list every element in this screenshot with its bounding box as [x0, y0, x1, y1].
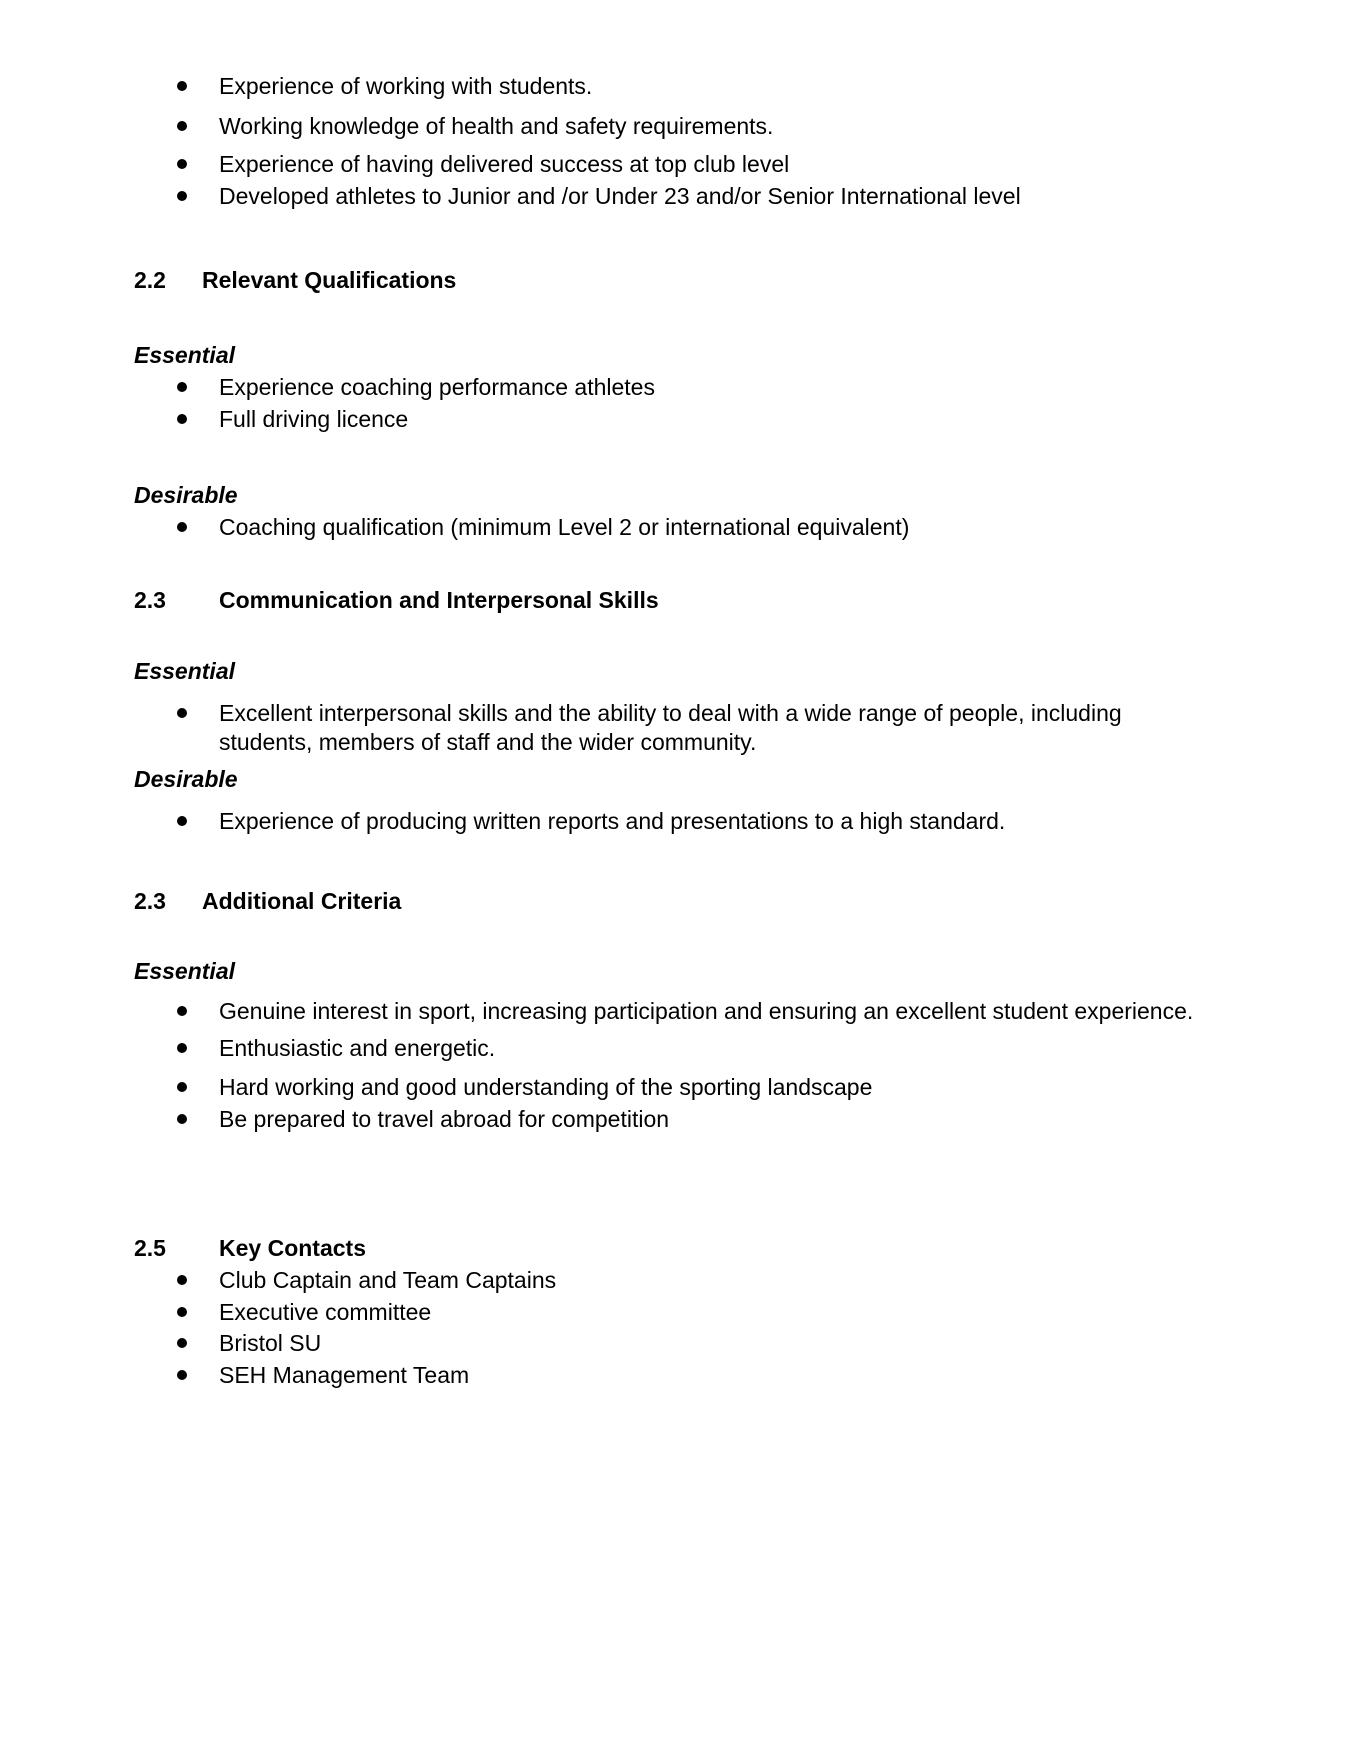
desirable-label: Desirable	[134, 482, 238, 508]
bullet-icon	[177, 708, 187, 718]
bullet-icon	[177, 1082, 187, 1092]
bullet-icon	[177, 1370, 187, 1380]
bullet-icon	[177, 121, 187, 131]
bullet-icon	[177, 1006, 187, 1016]
section-number: 2.2	[134, 267, 166, 293]
section-title: Communication and Interpersonal Skills	[219, 587, 659, 613]
section-number: 2.3	[134, 587, 166, 613]
list-item: Be prepared to travel abroad for competition	[219, 1106, 670, 1132]
list-item: Bristol SU	[219, 1330, 322, 1356]
list-item: Experience of having delivered success at top club level	[219, 151, 790, 177]
bullet-icon	[177, 1307, 187, 1317]
section-title: Additional Criteria	[202, 888, 402, 914]
list-item: Experience of producing written reports and presentations to a high standard.	[219, 808, 1006, 834]
essential-label: Essential	[134, 342, 235, 368]
section-number: 2.5	[134, 1235, 166, 1261]
list-item: Full driving licence	[219, 406, 409, 432]
list-item: SEH Management Team	[219, 1362, 470, 1388]
desirable-label: Desirable	[134, 766, 238, 792]
bullet-icon	[177, 382, 187, 392]
section-title: Key Contacts	[219, 1235, 366, 1261]
bullet-icon	[177, 1338, 187, 1348]
list-item: Club Captain and Team Captains	[219, 1267, 557, 1293]
list-item: Coaching qualification (minimum Level 2 or international equivalent)	[219, 514, 910, 540]
list-item: Developed athletes to Junior and /or Under 23 and/or Senior International level	[219, 183, 1021, 209]
section-number: 2.3	[134, 888, 166, 914]
list-item: Executive committee	[219, 1299, 432, 1325]
bullet-icon	[177, 1043, 187, 1053]
list-item: Working knowledge of health and safety requirements.	[219, 113, 774, 139]
list-item: Experience of working with students.	[219, 73, 593, 99]
essential-label: Essential	[134, 958, 235, 984]
bullet-icon	[177, 81, 187, 91]
list-item-continuation: students, members of staff and the wider community.	[219, 729, 757, 755]
section-title: Relevant Qualifications	[202, 267, 457, 293]
list-item: Genuine interest in sport, increasing participation and ensuring an excellent student experience.	[219, 998, 1194, 1024]
list-item: Excellent interpersonal skills and the ability to deal with a wide range of people, including	[219, 700, 1122, 726]
bullet-icon	[177, 191, 187, 201]
bullet-icon	[177, 1114, 187, 1124]
bullet-icon	[177, 159, 187, 169]
bullet-icon	[177, 816, 187, 826]
list-item: Hard working and good understanding of the sporting landscape	[219, 1074, 873, 1100]
list-item: Experience coaching performance athletes	[219, 374, 655, 400]
bullet-icon	[177, 522, 187, 532]
list-item: Enthusiastic and energetic.	[219, 1035, 496, 1061]
essential-label: Essential	[134, 658, 235, 684]
bullet-icon	[177, 1275, 187, 1285]
bullet-icon	[177, 414, 187, 424]
